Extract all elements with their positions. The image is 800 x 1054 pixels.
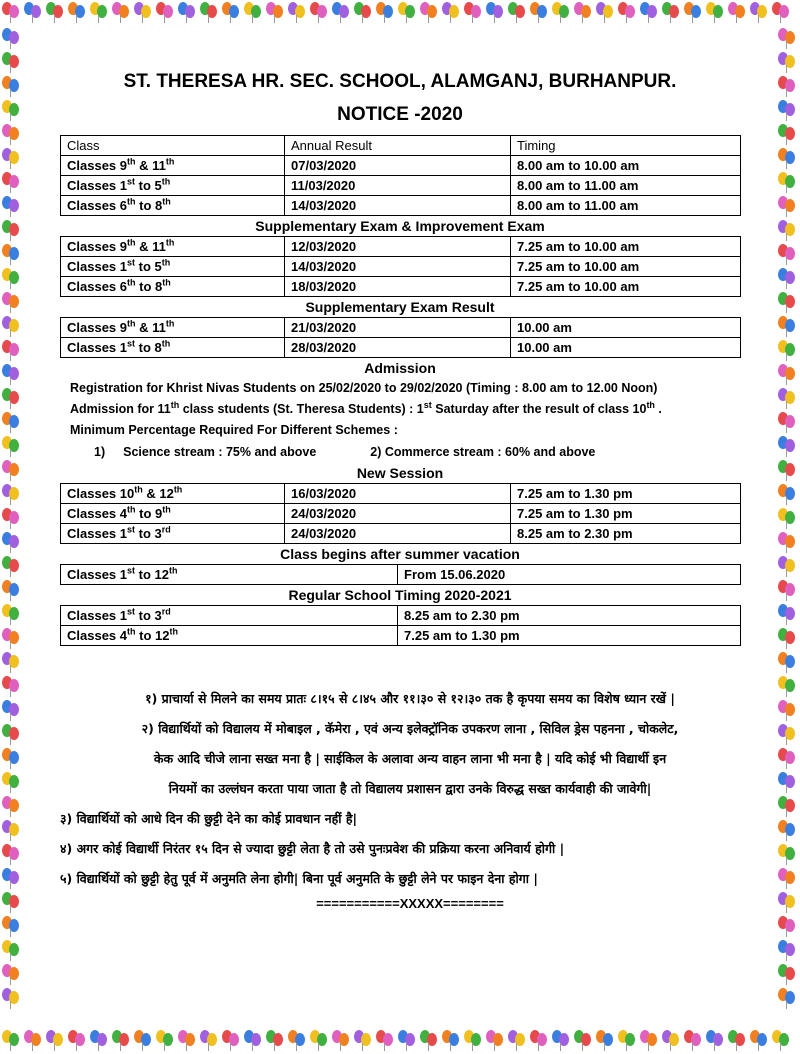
balloon-icon xyxy=(2,988,20,1010)
balloon-icon xyxy=(508,1030,526,1052)
balloon-icon xyxy=(200,2,218,24)
balloon-icon xyxy=(486,2,504,24)
balloon-icon xyxy=(2,844,20,866)
table-row xyxy=(61,176,741,196)
balloon-icon xyxy=(2,76,20,98)
regular-timing-table xyxy=(60,605,741,646)
balloon-icon xyxy=(552,1030,570,1052)
class-cell: Classes 6th to 8th xyxy=(61,277,285,297)
balloon-icon xyxy=(778,28,796,50)
class-cell: Classes 9th & 11th xyxy=(61,156,285,176)
supplementary-result-table xyxy=(60,317,741,358)
timing-cell: 7.25 am to 10.00 am xyxy=(511,257,741,277)
balloon-icon xyxy=(2,220,20,242)
balloon-icon xyxy=(778,316,796,338)
balloon-icon xyxy=(778,748,796,770)
balloon-icon xyxy=(778,868,796,890)
date-cell: 12/03/2020 xyxy=(285,237,511,257)
balloon-icon xyxy=(222,2,240,24)
balloon-icon xyxy=(2,532,20,554)
hindi-rules xyxy=(60,684,760,914)
stream-number: 1) xyxy=(94,445,106,459)
balloon-icon xyxy=(662,2,680,24)
balloon-icon xyxy=(2,676,20,698)
supplementary-exam-table xyxy=(60,236,741,297)
timing-cell: 7.25 am to 1.30 pm xyxy=(398,626,741,646)
balloon-icon xyxy=(68,1030,86,1052)
balloon-icon xyxy=(2,388,20,410)
balloon-icon xyxy=(420,1030,438,1052)
table-row xyxy=(61,565,741,585)
balloon-icon xyxy=(750,1030,768,1052)
balloon-icon xyxy=(2,412,20,434)
science-stream-text: Science stream : 75% and above xyxy=(123,445,317,459)
rule-2-continued-text: केक आदि चीजे लाना सख्त मना है | साईकिल के अलावा अन्य वाहन लाना भी मना है | यदि कोई भी विद्यार्थी इन xyxy=(153,751,667,766)
balloon-icon xyxy=(778,628,796,650)
balloon-icon xyxy=(2,244,20,266)
balloon-icon xyxy=(464,2,482,24)
balloon-icon xyxy=(778,820,796,842)
balloon-icon xyxy=(46,1030,64,1052)
balloon-icon xyxy=(2,940,20,962)
date-cell: 24/03/2020 xyxy=(285,524,511,544)
balloon-icon xyxy=(778,196,796,218)
balloon-border-top xyxy=(0,0,800,26)
balloon-icon xyxy=(778,100,796,122)
table-row xyxy=(61,606,741,626)
balloon-icon xyxy=(2,700,20,722)
balloon-icon xyxy=(24,2,42,24)
balloon-icon xyxy=(778,892,796,914)
balloon-icon xyxy=(778,916,796,938)
balloon-icon xyxy=(134,1030,152,1052)
balloon-icon xyxy=(684,1030,702,1052)
balloon-icon xyxy=(2,364,20,386)
balloon-icon xyxy=(2,52,20,74)
balloon-icon xyxy=(640,2,658,24)
balloon-icon xyxy=(778,292,796,314)
school-name: ST. THERESA HR. SEC. SCHOOL, ALAMGANJ, BURHANPUR. xyxy=(123,71,677,92)
balloon-icon xyxy=(464,1030,482,1052)
timing-cell: 8.00 am to 10.00 am xyxy=(511,156,741,176)
balloon-icon xyxy=(310,2,328,24)
balloon-icon xyxy=(376,2,394,24)
balloon-icon xyxy=(778,724,796,746)
notice-title: NOTICE -2020 xyxy=(337,104,463,125)
table-row xyxy=(61,237,741,257)
balloon-icon xyxy=(778,844,796,866)
balloon-icon xyxy=(2,724,20,746)
balloon-icon xyxy=(778,76,796,98)
balloon-icon xyxy=(2,172,20,194)
balloon-icon xyxy=(2,580,20,602)
min-percentage-text: Minimum Percentage Required For Different Schemes : xyxy=(70,423,398,437)
balloon-icon xyxy=(486,1030,504,1052)
date-cell: 14/03/2020 xyxy=(285,196,511,216)
date-cell: 18/03/2020 xyxy=(285,277,511,297)
balloon-icon xyxy=(662,1030,680,1052)
balloon-icon xyxy=(156,2,174,24)
balloon-icon xyxy=(2,652,20,674)
column-header-annual-result: Annual Result xyxy=(285,136,511,156)
table-header-row xyxy=(61,136,741,156)
balloon-border-right xyxy=(776,26,800,1028)
balloon-icon xyxy=(2,28,20,50)
balloon-icon xyxy=(618,2,636,24)
class-cell: Classes 9th & 11th xyxy=(61,237,285,257)
balloon-icon xyxy=(310,1030,328,1052)
table-row xyxy=(61,318,741,338)
balloon-icon xyxy=(2,316,20,338)
balloon-icon xyxy=(2,748,20,770)
balloon-icon xyxy=(244,1030,262,1052)
balloon-icon xyxy=(778,556,796,578)
balloon-icon xyxy=(508,2,526,24)
regular-timing-heading: Regular School Timing 2020-2021 xyxy=(288,587,512,603)
class-cell: Classes 1st to 8th xyxy=(61,338,285,358)
balloon-icon xyxy=(778,796,796,818)
balloon-icon xyxy=(354,2,372,24)
class-cell: Classes 9th & 11th xyxy=(61,318,285,338)
balloon-icon xyxy=(332,1030,350,1052)
balloon-icon xyxy=(778,388,796,410)
table-row xyxy=(61,257,741,277)
timing-cell: 8.00 am to 11.00 am xyxy=(511,196,741,216)
balloon-icon xyxy=(772,2,790,24)
balloon-icon xyxy=(530,2,548,24)
registration-text: Registration for Khrist Nivas Students on 25/02/2020 to 29/02/2020 (Timing : 8.00 am to 12.00 Noon) xyxy=(70,381,658,395)
balloon-icon xyxy=(2,124,20,146)
timing-cell: 10.00 am xyxy=(511,318,741,338)
balloon-icon xyxy=(778,244,796,266)
balloon-icon xyxy=(778,964,796,986)
balloon-icon xyxy=(2,772,20,794)
balloon-icon xyxy=(2,892,20,914)
balloon-icon xyxy=(778,772,796,794)
annual-result-table xyxy=(60,135,741,216)
summer-vacation-table xyxy=(60,564,741,585)
date-cell: 24/03/2020 xyxy=(285,504,511,524)
balloon-icon xyxy=(778,220,796,242)
balloon-icon xyxy=(574,1030,592,1052)
date-cell: 28/03/2020 xyxy=(285,338,511,358)
table-row xyxy=(61,626,741,646)
balloon-icon xyxy=(778,580,796,602)
balloon-icon xyxy=(244,2,262,24)
balloon-icon xyxy=(442,2,460,24)
rule-3-text: ३) विद्यार्थियों को आधे दिन की छुट्टी देने का कोई प्रावधान नहीं है| xyxy=(60,811,358,826)
balloon-icon xyxy=(2,556,20,578)
balloon-icon xyxy=(2,484,20,506)
balloon-icon xyxy=(778,700,796,722)
class-cell: Classes 1st to 3rd xyxy=(61,606,398,626)
balloon-icon xyxy=(68,2,86,24)
balloon-icon xyxy=(640,1030,658,1052)
table-row xyxy=(61,156,741,176)
balloon-icon xyxy=(2,196,20,218)
rule-4-text: ४) अगर कोई विद्यार्थी निरंतर १५ दिन से ज्यादा छुट्टी लेता है तो उसे पुनःप्रवेश की प्रक्रिया करना अनिवार्य होगी | xyxy=(60,841,565,856)
class-cell: Classes 10th & 12th xyxy=(61,484,285,504)
balloon-icon xyxy=(332,2,350,24)
summer-vacation-heading: Class begins after summer vacation xyxy=(280,546,520,562)
balloon-icon xyxy=(112,1030,130,1052)
timing-cell: 10.00 am xyxy=(511,338,741,358)
balloon-icon xyxy=(778,484,796,506)
date-cell: 14/03/2020 xyxy=(285,257,511,277)
rule-2-text: २) विद्यार्थियों को विद्यालय में मोबाइल , कॅमेरा , एवं अन्य इलेक्ट्रॉनिक उपकरण लाना , सिविल ड्रेस पहनना , चोकलेट, xyxy=(141,721,679,736)
balloon-icon xyxy=(618,1030,636,1052)
balloon-icon xyxy=(90,2,108,24)
balloon-icon xyxy=(2,100,20,122)
balloon-icon xyxy=(112,2,130,24)
balloon-icon xyxy=(420,2,438,24)
balloon-icon xyxy=(778,412,796,434)
balloon-icon xyxy=(706,1030,724,1052)
rule-5-text: ५) विद्यार्थियों को छुट्टी हेतु पूर्व में अनुमति लेना होगी| बिना पूर्व अनुमति के छुट्टी लेने पर फाइन देना होगा | xyxy=(60,871,538,886)
balloon-icon xyxy=(778,508,796,530)
balloon-icon xyxy=(178,2,196,24)
balloon-icon xyxy=(778,124,796,146)
balloon-icon xyxy=(266,2,284,24)
balloon-icon xyxy=(2,628,20,650)
class-cell: Classes 6th to 8th xyxy=(61,196,285,216)
balloon-icon xyxy=(778,676,796,698)
balloon-icon xyxy=(288,1030,306,1052)
balloon-icon xyxy=(178,1030,196,1052)
table-row xyxy=(61,277,741,297)
class-cell: Classes 1st to 5th xyxy=(61,257,285,277)
balloon-icon xyxy=(706,2,724,24)
balloon-icon xyxy=(24,1030,42,1052)
new-session-heading: New Session xyxy=(356,465,444,481)
balloon-icon xyxy=(2,604,20,626)
date-cell: 11/03/2020 xyxy=(285,176,511,196)
balloon-icon xyxy=(2,1030,20,1052)
timing-cell: 8.25 am to 2.30 pm xyxy=(511,524,741,544)
balloon-icon xyxy=(222,1030,240,1052)
balloon-icon xyxy=(2,148,20,170)
balloon-icon xyxy=(728,1030,746,1052)
balloon-icon xyxy=(2,340,20,362)
supplementary-exam-heading: Supplementary Exam & Improvement Exam xyxy=(255,218,545,234)
balloon-icon xyxy=(266,1030,284,1052)
balloon-icon xyxy=(772,1030,790,1052)
balloon-border-left xyxy=(0,26,24,1028)
balloon-icon xyxy=(728,2,746,24)
commerce-stream-text: 2) Commerce stream : 60% and above xyxy=(370,445,596,459)
rule-1-text: १) प्राचार्या से मिलने का समय प्रातः ८।१५ से ८।४५ और ११।३० से १२।३० तक है कृपया समय का विशेष ध्यान रखें | xyxy=(145,691,675,706)
table-row xyxy=(61,504,741,524)
table-row xyxy=(61,484,741,504)
class-cell: Classes 1st to 5th xyxy=(61,176,285,196)
balloon-icon xyxy=(778,340,796,362)
streams-line xyxy=(60,441,740,463)
rule-2-continued-text: नियमों का उल्लंघन करता पाया जाता है तो विद्यालय प्रशासन द्वारा उनके विरुद्ध सख्त कार्यवाही की जावेगी| xyxy=(168,781,652,796)
balloon-icon xyxy=(778,52,796,74)
date-cell: 21/03/2020 xyxy=(285,318,511,338)
balloon-icon xyxy=(596,1030,614,1052)
class-cell: Classes 1st to 12th xyxy=(61,565,398,585)
timing-cell: 8.00 am to 11.00 am xyxy=(511,176,741,196)
balloon-icon xyxy=(288,2,306,24)
class-cell: Classes 1st to 3rd xyxy=(61,524,285,544)
column-header-timing: Timing xyxy=(511,136,741,156)
balloon-icon xyxy=(2,796,20,818)
admission-heading: Admission xyxy=(364,360,436,376)
separator-line: ===========XXXXX======== xyxy=(316,896,504,911)
balloon-icon xyxy=(354,1030,372,1052)
balloon-icon xyxy=(596,2,614,24)
balloon-icon xyxy=(778,268,796,290)
balloon-icon xyxy=(778,652,796,674)
supplementary-result-heading: Supplementary Exam Result xyxy=(305,299,495,315)
timing-cell: 7.25 am to 10.00 am xyxy=(511,237,741,257)
timing-cell: 7.25 am to 1.30 pm xyxy=(511,504,741,524)
balloon-icon xyxy=(2,436,20,458)
admission-11th-text: Admission for 11th class students (St. Theresa Students) : 1st Saturday after the result of class 10th . xyxy=(70,399,662,416)
class-cell: Classes 4th to 12th xyxy=(61,626,398,646)
class-cell: Classes 4th to 9th xyxy=(61,504,285,524)
balloon-icon xyxy=(156,1030,174,1052)
balloon-icon xyxy=(684,2,702,24)
balloon-icon xyxy=(134,2,152,24)
balloon-icon xyxy=(2,508,20,530)
balloon-icon xyxy=(2,916,20,938)
balloon-icon xyxy=(90,1030,108,1052)
balloon-icon xyxy=(778,532,796,554)
table-row xyxy=(61,196,741,216)
balloon-icon xyxy=(398,1030,416,1052)
table-row xyxy=(61,338,741,358)
date-cell: 07/03/2020 xyxy=(285,156,511,176)
timing-cell: 8.25 am to 2.30 pm xyxy=(398,606,741,626)
balloon-icon xyxy=(750,2,768,24)
balloon-icon xyxy=(376,1030,394,1052)
notice-content xyxy=(60,68,740,646)
balloon-icon xyxy=(778,604,796,626)
balloon-icon xyxy=(2,292,20,314)
balloon-icon xyxy=(574,2,592,24)
table-row xyxy=(61,524,741,544)
balloon-icon xyxy=(2,964,20,986)
start-date-cell: From 15.06.2020 xyxy=(398,565,741,585)
balloon-icon xyxy=(778,988,796,1010)
balloon-icon xyxy=(778,940,796,962)
new-session-table xyxy=(60,483,741,544)
date-cell: 16/03/2020 xyxy=(285,484,511,504)
timing-cell: 7.25 am to 10.00 am xyxy=(511,277,741,297)
balloon-icon xyxy=(778,172,796,194)
balloon-icon xyxy=(2,2,20,24)
balloon-icon xyxy=(200,1030,218,1052)
balloon-icon xyxy=(442,1030,460,1052)
balloon-icon xyxy=(2,820,20,842)
balloon-icon xyxy=(778,364,796,386)
column-header-class: Class xyxy=(61,136,285,156)
balloon-icon xyxy=(2,868,20,890)
balloon-icon xyxy=(530,1030,548,1052)
timing-cell: 7.25 am to 1.30 pm xyxy=(511,484,741,504)
balloon-icon xyxy=(398,2,416,24)
balloon-icon xyxy=(552,2,570,24)
balloon-icon xyxy=(2,460,20,482)
balloon-icon xyxy=(778,460,796,482)
balloon-icon xyxy=(46,2,64,24)
balloon-icon xyxy=(2,268,20,290)
balloon-icon xyxy=(778,436,796,458)
balloon-border-bottom xyxy=(0,1028,800,1054)
balloon-icon xyxy=(778,148,796,170)
